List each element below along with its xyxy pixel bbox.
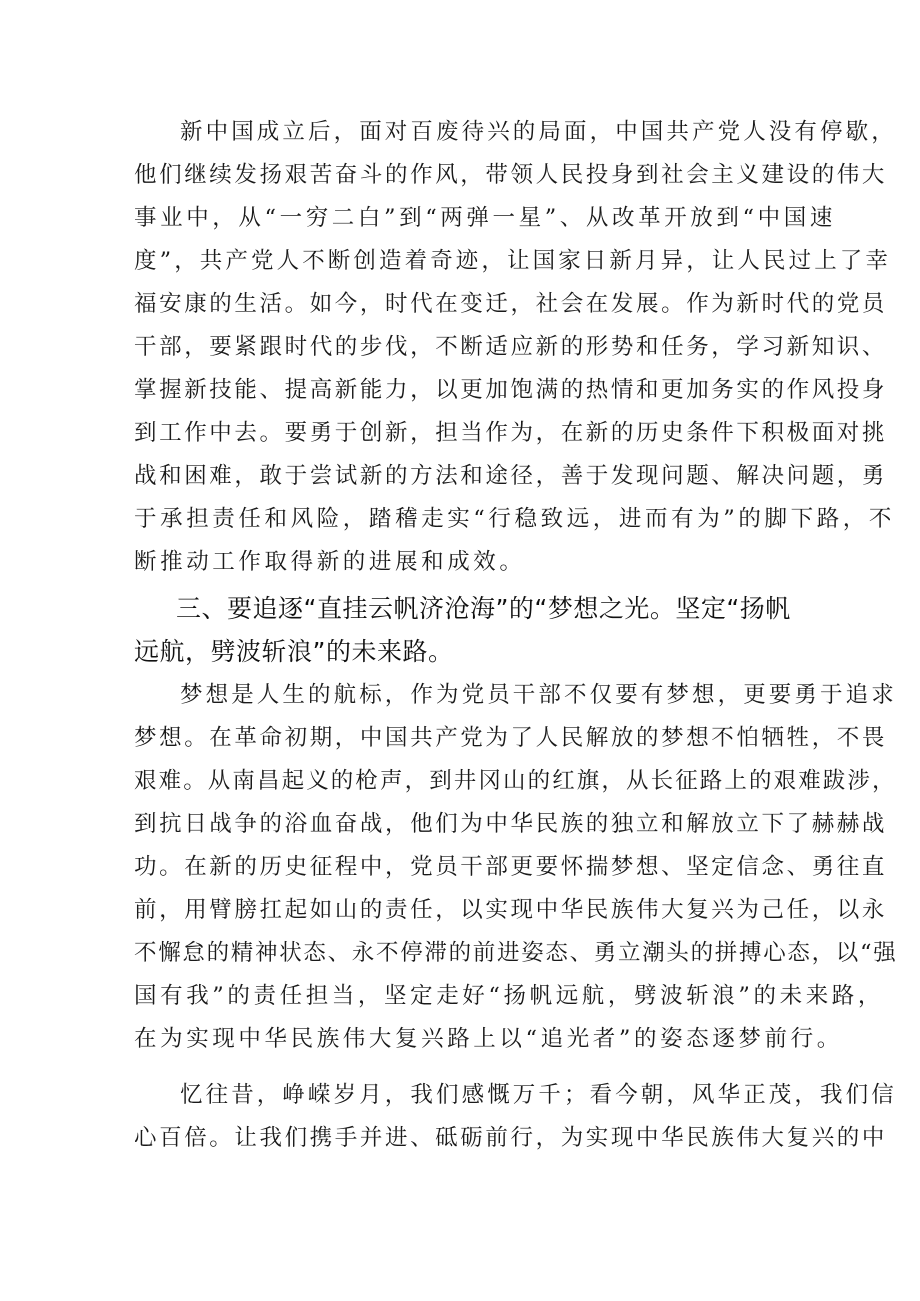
paragraph-line: 在为实现中华民族伟大复兴路上以“追光者”的姿态逐梦前行。 bbox=[134, 1026, 843, 1052]
paragraph-line: 战和困难，敢于尝试新的方法和途径，善于发现问题、解决问题，勇 bbox=[134, 463, 888, 489]
paragraph-line: 国有我”的责任担当，坚定走好“扬帆远航，劈波斩浪”的未来路， bbox=[134, 983, 885, 1009]
paragraph-line: 事业中，从“一穷二白”到“两弹一星”、从改革开放到“中国速 bbox=[134, 205, 836, 231]
paragraph-line: 梦想是人生的航标，作为党员干部不仅要有梦想，更要勇于追求 bbox=[180, 682, 897, 708]
paragraph-line: 不懈怠的精神状态、永不停滞的前进姿态、勇立潮头的拼搏心态，以“强 bbox=[134, 940, 898, 966]
paragraph-line: 度”，共产党人不断创造着奇迹，让国家日新月异，让人民过上了幸 bbox=[134, 248, 892, 274]
paragraph-line: 于承担责任和风险，踏稽走实“行稳致远，进而有为”的脚下路，不 bbox=[134, 506, 896, 532]
paragraph-line: 福安康的生活。如今，时代在变迁，社会在发展。作为新时代的党员 bbox=[134, 291, 888, 317]
paragraph-line: 掌握新技能、提高新能力，以更加饱满的热情和更加务实的作风投身 bbox=[134, 377, 888, 403]
paragraph-line: 心百倍。让我们携手并进、砥砺前行，为实现中华民族伟大复兴的中 bbox=[134, 1125, 888, 1151]
paragraph-line: 到抗日战争的浴血奋战，他们为中华民族的独立和解放立下了赫赫战 bbox=[134, 811, 888, 837]
paragraph-line: 新中国成立后，面对百废待兴的局面，中国共产党人没有停歇， bbox=[180, 119, 897, 145]
paragraph-line: 干部，要紧跟时代的步伐，不断适应新的形势和任务，学习新知识、 bbox=[134, 334, 888, 360]
paragraph-line: 梦想。在革命初期，中国共产党为了人民解放的梦想不怕牺牲，不畏 bbox=[134, 725, 888, 751]
heading-line: 远航，劈波斩浪”的未来路。 bbox=[134, 637, 454, 666]
paragraph-line: 忆往昔，峥嵘岁月，我们感慨万千；看今朝，风华正茂，我们信 bbox=[180, 1082, 897, 1108]
paragraph-line: 前，用臂膀扛起如山的责任，以实现中华民族伟大复兴为己任，以永 bbox=[134, 897, 888, 923]
paragraph-line: 断推动工作取得新的进展和成效。 bbox=[134, 549, 526, 575]
paragraph-line: 到工作中去。要勇于创新，担当作为，在新的历史条件下积极面对挑 bbox=[134, 420, 888, 446]
heading-line: 三、要追逐“直挂云帆济沧海”的“梦想之光。坚定“扬帆 bbox=[176, 594, 791, 623]
paragraph-line: 他们继续发扬艰苦奋斗的作风，带领人民投身到社会主义建设的伟大 bbox=[134, 162, 888, 188]
paragraph-line: 功。在新的历史征程中，党员干部更要怀揣梦想、坚定信念、勇往直 bbox=[134, 854, 888, 880]
paragraph-line: 艰难。从南昌起义的枪声，到井冈山的红旗，从长征路上的艰难跋涉， bbox=[134, 768, 897, 794]
